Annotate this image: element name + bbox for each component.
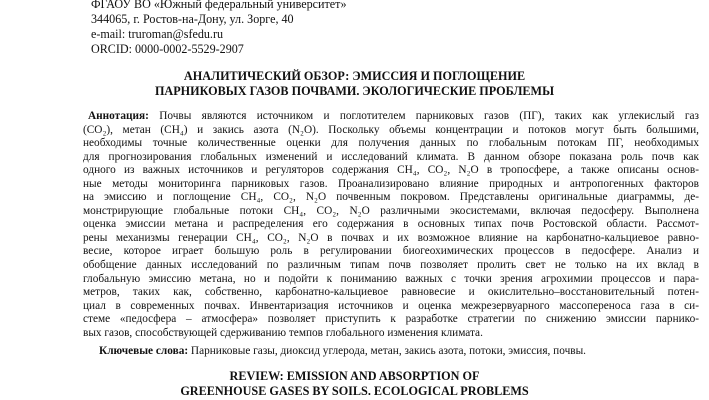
abstract bbox=[83, 110, 699, 340]
affiliation-line: ФГАОУ ВО «Южный федеральный университет» bbox=[91, 0, 347, 11]
author-affiliation bbox=[91, 0, 347, 57]
paper-title-ru bbox=[0, 69, 709, 99]
abstract-line: метров, таких как, собственно, карбонатно-кальциевое равновесие и окислительно–восстановительный потен- bbox=[83, 286, 699, 299]
abstract-line: (CO₂), метан (CH₄) и закись азота (N₂O). Поскольку объемы концентрации и потоков могут быть большими, bbox=[83, 123, 699, 136]
abstract-line: циал в современных почвах. Инвентаризация источников и оценка межрезервуарного массопереноса газа в си- bbox=[83, 299, 699, 312]
abstract-line: обобщение данных исследований по различным типам почв позволяет пролить свет не только на их вклад в bbox=[83, 259, 699, 272]
abstract-line: одного из важных источников и регуляторов содержания CH₄, CO₂, N₂O в тропосфере, а также описаны основ- bbox=[83, 164, 699, 177]
abstract-line: стеме «педосфера – атмосфера» позволяет приступить к разработке стратегии по снижению эмиссии парнико- bbox=[83, 313, 699, 326]
title-ru-line-1: АНАЛИТИЧЕСКИЙ ОБЗОР: ЭМИССИЯ И ПОГЛОЩЕНИЕ bbox=[183, 69, 526, 83]
abstract-text: Почвы являются источником и поглотителем парниковых газов (ПГ), таких как углекислый газ bbox=[148, 110, 699, 122]
abstract-line: вых газов, способствующей сдерживанию темпов глобального изменения климата. bbox=[83, 326, 483, 339]
abstract-line: монстрирующие глобальные потоки CH₄, CO₂, N₂O различными экосистемами, включая педосферу. Выполнена bbox=[83, 204, 699, 217]
paper-title-en bbox=[0, 369, 709, 399]
title-en-line-1: REVIEW: EMISSION AND ABSORPTION OF bbox=[229, 369, 480, 383]
abstract-line bbox=[83, 110, 699, 124]
abstract-line: необходимы точные количественные оценки для получения данных по глобальным потокам ПГ, необходимых bbox=[83, 137, 699, 150]
affiliation-line: 344065, г. Ростов-на-Дону, ул. Зорге, 40 bbox=[91, 12, 294, 26]
title-ru-line-2: ПАРНИКОВЫХ ГАЗОВ ПОЧВАМИ. ЭКОЛОГИЧЕСКИЕ ПРОБЛЕМЫ bbox=[154, 84, 555, 98]
abstract-line: для прогнозирования глобальных изменений и исследований климата. В данном обзоре показана роль почв как bbox=[83, 150, 699, 163]
abstract-label: Аннотация: bbox=[88, 110, 149, 122]
abstract-line: оценка эмиссии метана и распределения его содержания в основных типах почв Ростовской области. Рассмот- bbox=[83, 218, 699, 231]
keywords bbox=[99, 344, 586, 358]
title-en-line-2: GREENHOUSE GASES BY SOILS. ECOLOGICAL PROBLEMS bbox=[180, 384, 529, 398]
abstract-line: рены механизмы генерации CH₄, CO₂, N₂O в почвах и их возможное влияние на карбонатно-кальциевое равно- bbox=[83, 231, 699, 244]
abstract-line: ные методы мониторинга парниковых газов. Проанализировано влияние природных и антропогенных факторов bbox=[83, 177, 699, 190]
affiliation-orcid: ORCID: 0000-0002-5529-2907 bbox=[91, 42, 244, 56]
affiliation-email: e-mail: truroman@sfedu.ru bbox=[91, 27, 224, 41]
abstract-line: на эмиссию и поглощение CH₄, CO₂, N₂O почвенным покровом. Представлены оригинальные диаграммы, де- bbox=[83, 191, 699, 204]
keywords-label: Ключевые слова: bbox=[99, 345, 189, 357]
abstract-line: глобальную эмиссию метана, но и подойти к пониманию важных с точки зрения агрохимии процессов и пара- bbox=[83, 272, 699, 285]
keywords-text: Парниковые газы, диоксид углерода, метан, закись азота, потоки, эмиссия, почвы. bbox=[188, 345, 586, 357]
abstract-line: весие, которое играет большую роль в регулировании биогеохимических процессов в педосфере. Анализ и bbox=[83, 245, 699, 258]
